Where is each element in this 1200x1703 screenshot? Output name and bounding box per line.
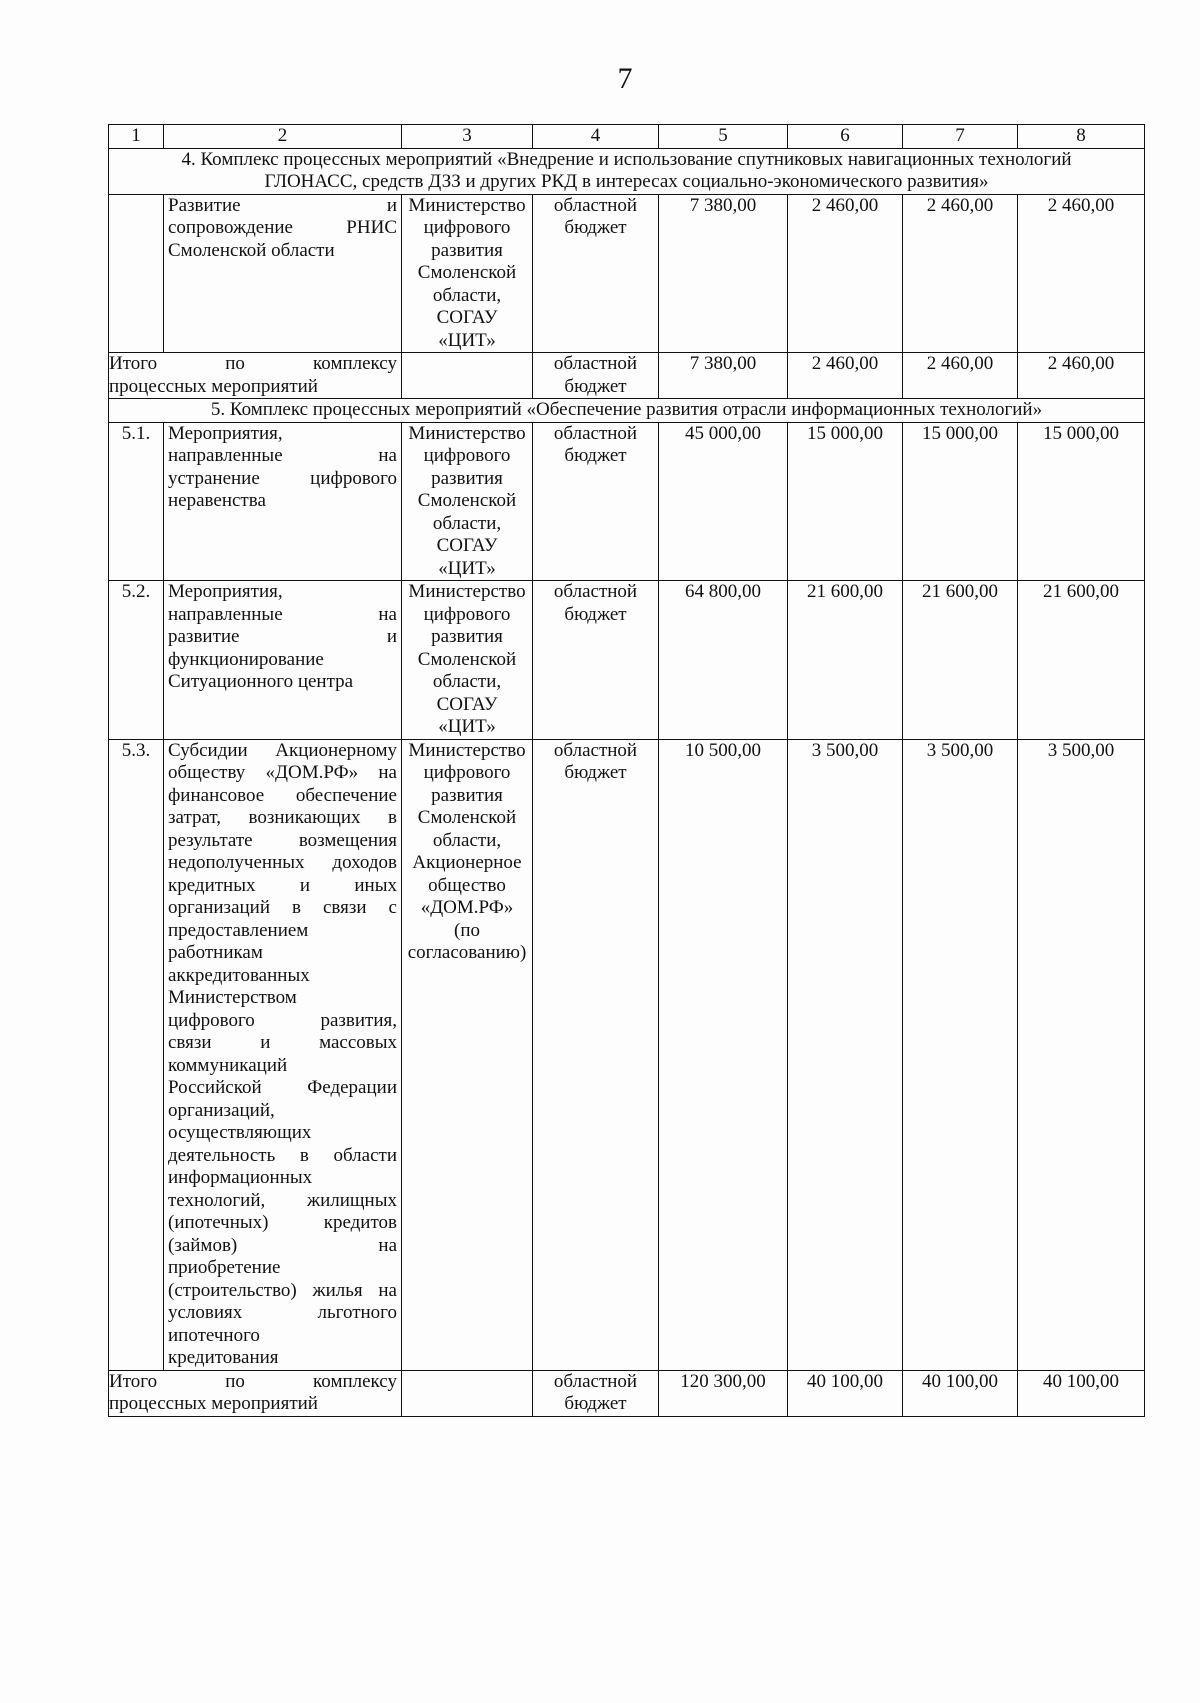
amount-total: 45 000,00 bbox=[659, 422, 788, 581]
executor-line: цифрового bbox=[423, 603, 511, 625]
executor-line: Смоленской bbox=[417, 807, 517, 828]
executor-line: СОГАУ bbox=[436, 535, 498, 556]
measure-name-line: организаций, bbox=[168, 1099, 275, 1121]
executor-line: Министерство bbox=[408, 194, 526, 216]
executor-line: Министерство bbox=[408, 422, 526, 444]
funding-source bbox=[533, 1370, 659, 1416]
funding-source-line: областной bbox=[553, 422, 638, 444]
funding-source-line: бюджет bbox=[564, 1393, 627, 1414]
executor-line: цифрового bbox=[423, 445, 511, 466]
executor-line: области, bbox=[432, 512, 502, 534]
measure-name bbox=[164, 581, 402, 740]
executor-line: области, bbox=[432, 671, 502, 692]
section-4-title-line-2: ГЛОНАСС, средств ДЗЗ и других РКД в интересах социально-экономического развития» bbox=[264, 171, 989, 192]
executor-line: «ЦИТ» bbox=[438, 329, 496, 351]
funding-source bbox=[533, 353, 659, 399]
measure-name-line: сопровождение РНИС bbox=[168, 217, 397, 238]
section-4-total-row bbox=[109, 353, 1145, 399]
amount-y2: 2 460,00 bbox=[903, 353, 1018, 399]
executor-line: развития bbox=[431, 784, 503, 806]
measure-name-line: аккредитованных bbox=[168, 964, 310, 986]
measure-name-line: работникам bbox=[168, 942, 263, 963]
measure-name-line: осуществляющих bbox=[168, 1122, 312, 1143]
executor-line: (по bbox=[454, 919, 480, 941]
funding-source-line: бюджет bbox=[564, 375, 627, 397]
program-table bbox=[108, 124, 1145, 1417]
funding-source-line: областной bbox=[553, 194, 638, 216]
amount-y2: 2 460,00 bbox=[903, 194, 1018, 353]
section-5-row bbox=[109, 581, 1145, 740]
total-label-line: Итого по комплексу bbox=[109, 1370, 397, 1392]
section-4-row bbox=[109, 194, 1145, 353]
executor-line: цифрового bbox=[423, 217, 511, 238]
section-4-title-row bbox=[109, 148, 1145, 194]
measure-name-line: функционирование bbox=[168, 648, 324, 670]
measure-name-line: кредитных и иных bbox=[168, 874, 397, 896]
funding-source bbox=[533, 194, 659, 353]
col-header-2: 2 bbox=[164, 125, 402, 149]
amount-y3: 3 500,00 bbox=[1018, 739, 1145, 1370]
amount-y2: 40 100,00 bbox=[903, 1370, 1018, 1416]
page-number: 7 bbox=[617, 62, 633, 95]
amount-total: 10 500,00 bbox=[659, 739, 788, 1370]
funding-source-line: бюджет bbox=[564, 603, 627, 625]
executor-line: Смоленской bbox=[417, 262, 517, 283]
executor-empty bbox=[402, 353, 533, 399]
amount-y3: 15 000,00 bbox=[1018, 422, 1145, 581]
measure-name-line: неравенства bbox=[168, 490, 266, 511]
executor-line: «ЦИТ» bbox=[438, 557, 496, 579]
funding-source bbox=[533, 739, 659, 1370]
col-header-1: 1 bbox=[109, 125, 164, 149]
table-body bbox=[109, 125, 1145, 1417]
executor-line: «ЦИТ» bbox=[438, 716, 496, 737]
measure-name-line: условиях льготного bbox=[168, 1302, 397, 1323]
measure-name-line: затрат, возникающих в bbox=[168, 807, 397, 828]
measure-name-line: приобретение bbox=[168, 1257, 281, 1278]
section-5-row bbox=[109, 739, 1145, 1370]
section-4-title bbox=[109, 148, 1145, 194]
executor-line: общество bbox=[428, 874, 506, 896]
measure-name bbox=[164, 739, 402, 1370]
measure-name bbox=[164, 194, 402, 353]
amount-y3: 21 600,00 bbox=[1018, 581, 1145, 740]
executor bbox=[402, 581, 533, 740]
executor-line: Министерство bbox=[408, 739, 526, 761]
amount-total: 7 380,00 bbox=[659, 353, 788, 399]
executor-line: Смоленской bbox=[417, 648, 517, 670]
executor-line: цифрового bbox=[423, 762, 511, 783]
measure-name-line: кредитования bbox=[168, 1347, 279, 1368]
measure-name-line: Развитие и bbox=[168, 194, 397, 216]
measure-name-line: Смоленской области bbox=[168, 239, 335, 261]
measure-name-line: цифрового развития, bbox=[168, 1009, 397, 1031]
total-label-line: Итого по комплексу bbox=[109, 353, 397, 374]
funding-source-line: бюджет bbox=[564, 762, 627, 783]
measure-name-line: обществу «ДОМ.РФ» на bbox=[168, 762, 397, 783]
measure-name-line: предоставлением bbox=[168, 919, 309, 941]
col-header-5: 5 bbox=[659, 125, 788, 149]
measure-name-line: информационных bbox=[168, 1167, 313, 1188]
funding-source-line: областной bbox=[553, 353, 638, 374]
column-number-row bbox=[109, 125, 1145, 149]
measure-name bbox=[164, 422, 402, 581]
section-5-title-row bbox=[109, 399, 1145, 423]
total-label bbox=[109, 353, 402, 399]
col-header-3: 3 bbox=[402, 125, 533, 149]
executor bbox=[402, 739, 533, 1370]
col-header-7: 7 bbox=[903, 125, 1018, 149]
funding-source-line: областной bbox=[553, 1370, 638, 1392]
funding-source bbox=[533, 422, 659, 581]
measure-name-line: недополученных доходов bbox=[168, 852, 397, 873]
measure-name-line: коммуникаций bbox=[168, 1054, 288, 1076]
measure-name-line: Мероприятия, bbox=[168, 422, 283, 444]
executor-line: Акционерное bbox=[412, 852, 522, 873]
executor-empty bbox=[402, 1370, 533, 1416]
executor-line: согласованию) bbox=[407, 942, 527, 963]
executor-line: развития bbox=[431, 239, 503, 261]
measure-name-line: ипотечного bbox=[168, 1324, 260, 1346]
executor-line: развития bbox=[431, 467, 503, 489]
amount-total: 7 380,00 bbox=[659, 194, 788, 353]
executor-line: развития bbox=[431, 626, 503, 647]
col-header-4: 4 bbox=[533, 125, 659, 149]
funding-source-line: бюджет bbox=[564, 445, 627, 466]
measure-name-line: Ситуационного центра bbox=[168, 671, 354, 692]
amount-y1: 2 460,00 bbox=[788, 194, 903, 353]
executor-line: СОГАУ bbox=[436, 307, 498, 328]
executor-line: области, bbox=[432, 829, 502, 851]
executor-line: СОГАУ bbox=[436, 693, 498, 715]
col-header-6: 6 bbox=[788, 125, 903, 149]
measure-name-line: технологий, жилищных bbox=[168, 1189, 397, 1211]
executor-line: области, bbox=[432, 284, 502, 306]
amount-y1: 15 000,00 bbox=[788, 422, 903, 581]
executor bbox=[402, 194, 533, 353]
total-label bbox=[109, 1370, 402, 1416]
row-number: 5.3. bbox=[109, 739, 164, 1370]
measure-name-line: направленные на bbox=[168, 603, 397, 625]
amount-total: 120 300,00 bbox=[659, 1370, 788, 1416]
amount-y1: 40 100,00 bbox=[788, 1370, 903, 1416]
measure-name-line: (ипотечных) кредитов bbox=[168, 1212, 397, 1233]
executor bbox=[402, 422, 533, 581]
row-number bbox=[109, 194, 164, 353]
funding-source-line: бюджет bbox=[564, 217, 627, 238]
amount-y3: 2 460,00 bbox=[1018, 353, 1145, 399]
measure-name-line: устранение цифрового bbox=[168, 467, 397, 489]
executor-line: Смоленской bbox=[417, 490, 517, 511]
section-4-title-line-1: 4. Комплекс процессных мероприятий «Внедрение и использование спутниковых навигационных технологий bbox=[181, 148, 1072, 170]
amount-y1: 2 460,00 bbox=[788, 353, 903, 399]
amount-y3: 2 460,00 bbox=[1018, 194, 1145, 353]
col-header-8: 8 bbox=[1018, 125, 1145, 149]
amount-total: 64 800,00 bbox=[659, 581, 788, 740]
amount-y2: 21 600,00 bbox=[903, 581, 1018, 740]
measure-name-line: Российской Федерации bbox=[168, 1077, 397, 1098]
total-label-line: процессных мероприятий bbox=[109, 1393, 318, 1414]
section-5-row bbox=[109, 422, 1145, 581]
executor-line: Министерство bbox=[408, 581, 526, 602]
measure-name-line: финансовое обеспечение bbox=[168, 784, 397, 806]
amount-y1: 21 600,00 bbox=[788, 581, 903, 740]
measure-name-line: деятельность в области bbox=[168, 1144, 397, 1166]
measure-name-line: Мероприятия, bbox=[168, 581, 283, 602]
section-5-total-row bbox=[109, 1370, 1145, 1416]
measure-name-line: (займов) на bbox=[168, 1234, 397, 1256]
measure-name-line: Министерством bbox=[168, 987, 297, 1008]
section-5-title: 5. Комплекс процессных мероприятий «Обеспечение развития отрасли информационных технологий» bbox=[109, 399, 1145, 423]
amount-y2: 15 000,00 bbox=[903, 422, 1018, 581]
measure-name-line: Субсидии Акционерному bbox=[168, 739, 397, 761]
funding-source-line: областной bbox=[553, 581, 638, 602]
amount-y2: 3 500,00 bbox=[903, 739, 1018, 1370]
funding-source bbox=[533, 581, 659, 740]
measure-name-line: развитие и bbox=[168, 626, 397, 647]
amount-y3: 40 100,00 bbox=[1018, 1370, 1145, 1416]
measure-name-line: (строительство) жилья на bbox=[168, 1279, 397, 1301]
measure-name-line: направленные на bbox=[168, 445, 397, 466]
amount-y1: 3 500,00 bbox=[788, 739, 903, 1370]
measure-name-line: результате возмещения bbox=[168, 829, 397, 851]
funding-source-line: областной bbox=[553, 739, 638, 761]
total-label-line: процессных мероприятий bbox=[109, 375, 318, 397]
executor-line: «ДОМ.РФ» bbox=[420, 897, 514, 918]
measure-name-line: организаций в связи с bbox=[168, 897, 397, 918]
row-number: 5.2. bbox=[109, 581, 164, 740]
row-number: 5.1. bbox=[109, 422, 164, 581]
measure-name-line: связи и массовых bbox=[168, 1032, 397, 1053]
